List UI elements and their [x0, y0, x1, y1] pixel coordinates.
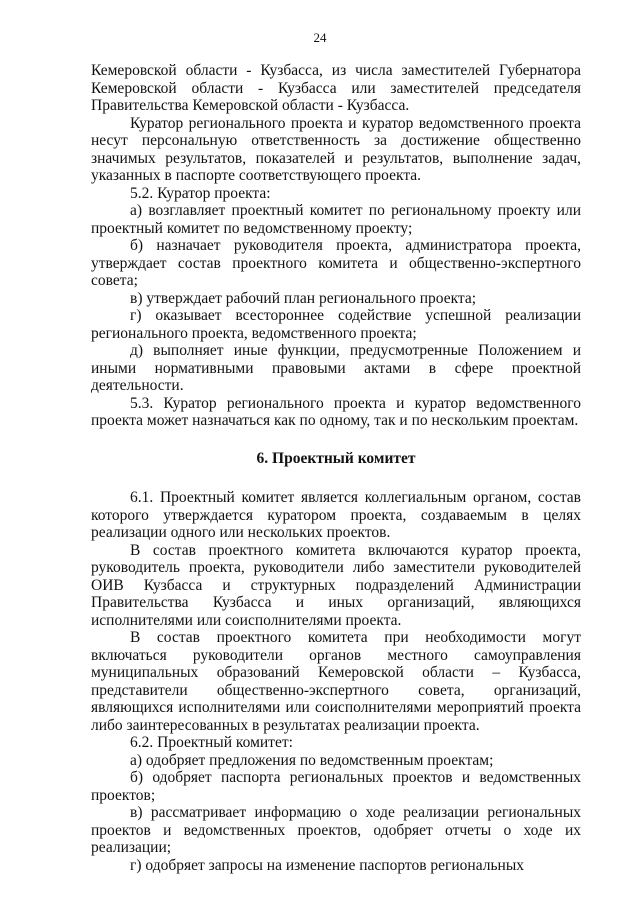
page-number: 24: [313, 30, 327, 45]
list-item: д) выполняет иные функции, предусмотренные Положением и иными нормативными правовыми актами в сфере проектной деятельности.: [91, 342, 581, 394]
paragraph: 6.1. Проектный комитет является коллегиальным органом, состав которого утверждается куратором проекта, создаваемым в целях реализации одного или нескольких проектов.: [91, 489, 581, 541]
list-item: а) одобряет предложения по ведомственным проектам;: [130, 751, 494, 769]
paragraph: В состав проектного комитета при необходимости могут включаться руководители органов местного самоуправления муниципальных образований Кемеровской области – Кузбасса, представители общественно-экспертного совета, организаций, являющихся исполнителями или соисполнителями мероприятий проекта либо заинтересованных в результатах реализации проекта.: [91, 629, 581, 734]
list-item: б) назначает руководителя проекта, администратора проекта, утверждает состав проектного комитета и общественно-экспертного совета;: [91, 237, 581, 289]
paragraph: В состав проектного комитета включаются куратор проекта, руководитель проекта, руководители либо заместители руководителей ОИВ Кузбасса и структурных подразделений Администрации Правительства Кузбасса и иных организаций, являющихся исполнителями или соисполнителями проекта.: [91, 541, 581, 629]
list-item: г) одобряет запросы на изменение паспортов региональных: [130, 856, 524, 874]
list-item: в) утверждает рабочий план регионального проекта;: [130, 289, 477, 307]
list-item: в) рассматривает информацию о ходе реализации региональных проектов и ведомственных проектов, одобряет отчеты о ходе их реализации;: [91, 804, 581, 856]
document-body: [91, 62, 581, 874]
section-heading: 6. Проектный комитет: [256, 449, 416, 467]
paragraph: 5.2. Куратор проекта:: [130, 184, 271, 202]
paragraph: 6.2. Проектный комитет:: [130, 734, 293, 751]
paragraph: 5.3. Куратор регионального проекта и куратор ведомственного проекта может назначаться как по одному, так и по нескольким проектам.: [91, 394, 581, 429]
paragraph: Куратор регионального проекта и куратор ведомственного проекта несут персональную ответственность за достижение общественно значимых результатов, показателей и результатов, выполнение задач, указанных в паспорте соответствующего проекта.: [91, 114, 581, 184]
paragraph: Кемеровской области - Кузбасса, из числа заместителей Губернатора Кемеровской области - Кузбасса или заместителей председателя Правительства Кемеровской области - Кузбасса.: [91, 62, 581, 114]
list-item: а) возглавляет проектный комитет по региональному проекту или проектный комитет по ведомственному проекту;: [91, 202, 581, 237]
list-item: г) оказывает всестороннее содействие успешной реализации регионального проекта, ведомственного проекта;: [91, 307, 581, 342]
list-item: б) одобряет паспорта региональных проектов и ведомственных проектов;: [91, 769, 581, 804]
